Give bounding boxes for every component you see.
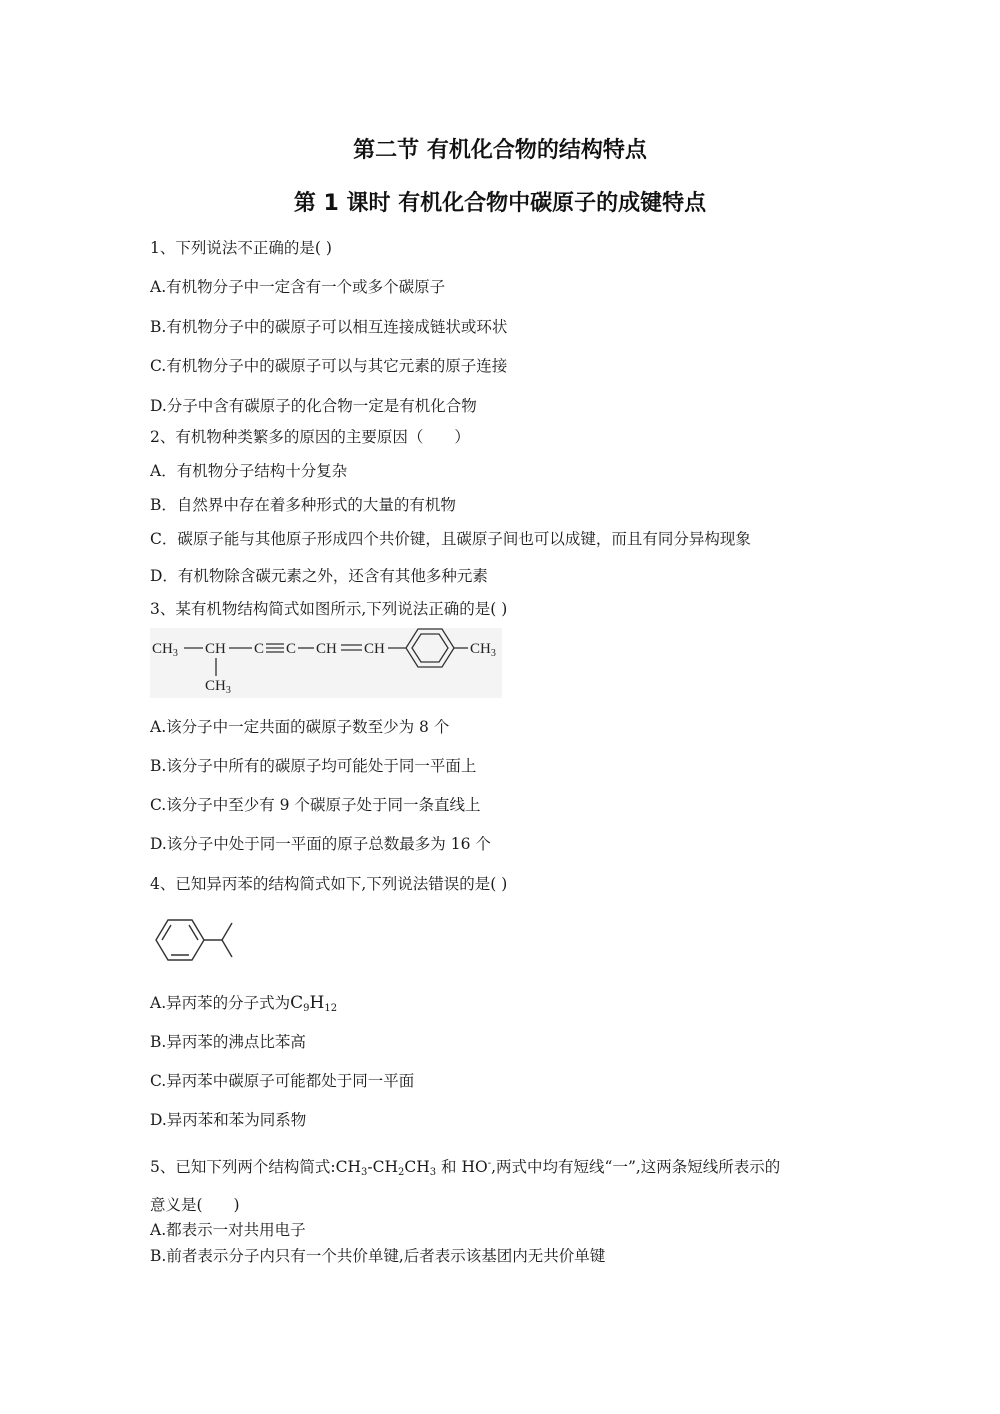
q4-option-d: D.异丙苯和苯为同系物 xyxy=(150,1111,307,1129)
ch-double-right-label: CH xyxy=(364,641,385,657)
lesson-subtitle: 第 1 课时 有机化合物中碳原子的成键特点 xyxy=(293,191,707,216)
ch-double-left-label: CH xyxy=(316,641,337,657)
ch3-right-label: $CH_3$ xyxy=(470,641,496,659)
q5-stem: 5、已知下列两个结构简式$:CH_3-CH_2CH_3$ 和 HO-,两式中均有短线“一”,这两条短线所表示的 xyxy=(150,1158,781,1178)
q4-option-a-text: A.异丙苯的分子式为 xyxy=(150,994,291,1012)
q4-option-a xyxy=(150,991,337,1014)
q4-option-c: C.异丙苯中碳原子可能都处于同一平面 xyxy=(150,1072,415,1090)
ch3-bottom-label: $CH_3$ xyxy=(205,678,231,696)
q1-option-c: C.有机物分子中的碳原子可以与其它元素的原子连接 xyxy=(150,357,508,375)
q1-stem: 1、下列说法不正确的是( ) xyxy=(150,239,332,257)
q5-option-b: B.前者表示分子内只有一个共价单键,后者表示该基团内无共价单键 xyxy=(150,1247,606,1265)
q4-option-b: B.异丙苯的沸点比苯高 xyxy=(150,1033,306,1051)
q2-stem: 2、有机物种类繁多的原因的主要原因（ ） xyxy=(150,428,470,446)
q2-option-c: C．碳原子能与其他原子形成四个共价键，且碳原子间也可以成键，而且有同分异构现象 xyxy=(150,530,751,548)
q2-option-a: A．有机物分子结构十分复杂 xyxy=(150,462,348,480)
q4-stem: 4、已知异丙苯的结构简式如下,下列说法错误的是( ) xyxy=(150,875,508,893)
isopropylbenzene-structure xyxy=(150,912,250,970)
q3-option-a: A.该分子中一定共面的碳原子数至少为 8 个 xyxy=(150,718,450,736)
q3-option-b: B.该分子中所有的碳原子均可能处于同一平面上 xyxy=(150,757,477,775)
ch3-left-label: $CH_3$ xyxy=(152,641,178,659)
q5-option-a: A.都表示一对共用电子 xyxy=(150,1221,306,1239)
q1-option-b: B.有机物分子中的碳原子可以相互连接成链状或环状 xyxy=(150,318,508,336)
q5-stem-line2: 意义是( ) xyxy=(150,1196,240,1214)
q3-stem: 3、某有机物结构简式如图所示,下列说法正确的是( ) xyxy=(150,600,508,618)
q1-option-a: A.有机物分子中一定含有一个或多个碳原子 xyxy=(150,278,446,296)
ch-branch-label: CH xyxy=(205,641,226,657)
c-triple-left-label: C xyxy=(254,641,265,657)
q1-option-d: D.分子中含有碳原子的化合物一定是有机化合物 xyxy=(150,397,477,415)
q2-option-b: B．自然界中存在着多种形式的大量的有机物 xyxy=(150,496,456,514)
q3-option-d: D.该分子中处于同一平面的原子总数最多为 16 个 xyxy=(150,835,491,853)
q3-structural-formula xyxy=(150,628,502,698)
q3-option-c: C.该分子中至少有 9 个碳原子处于同一条直线上 xyxy=(150,796,481,814)
page-title: 第二节 有机化合物的结构特点 xyxy=(353,138,647,163)
q2-option-d: D．有机物除含碳元素之外，还含有其他多种元素 xyxy=(150,567,488,585)
c-triple-right-label: C xyxy=(286,641,297,657)
q4-formula: $C_9H_{12}$ xyxy=(290,993,338,1014)
